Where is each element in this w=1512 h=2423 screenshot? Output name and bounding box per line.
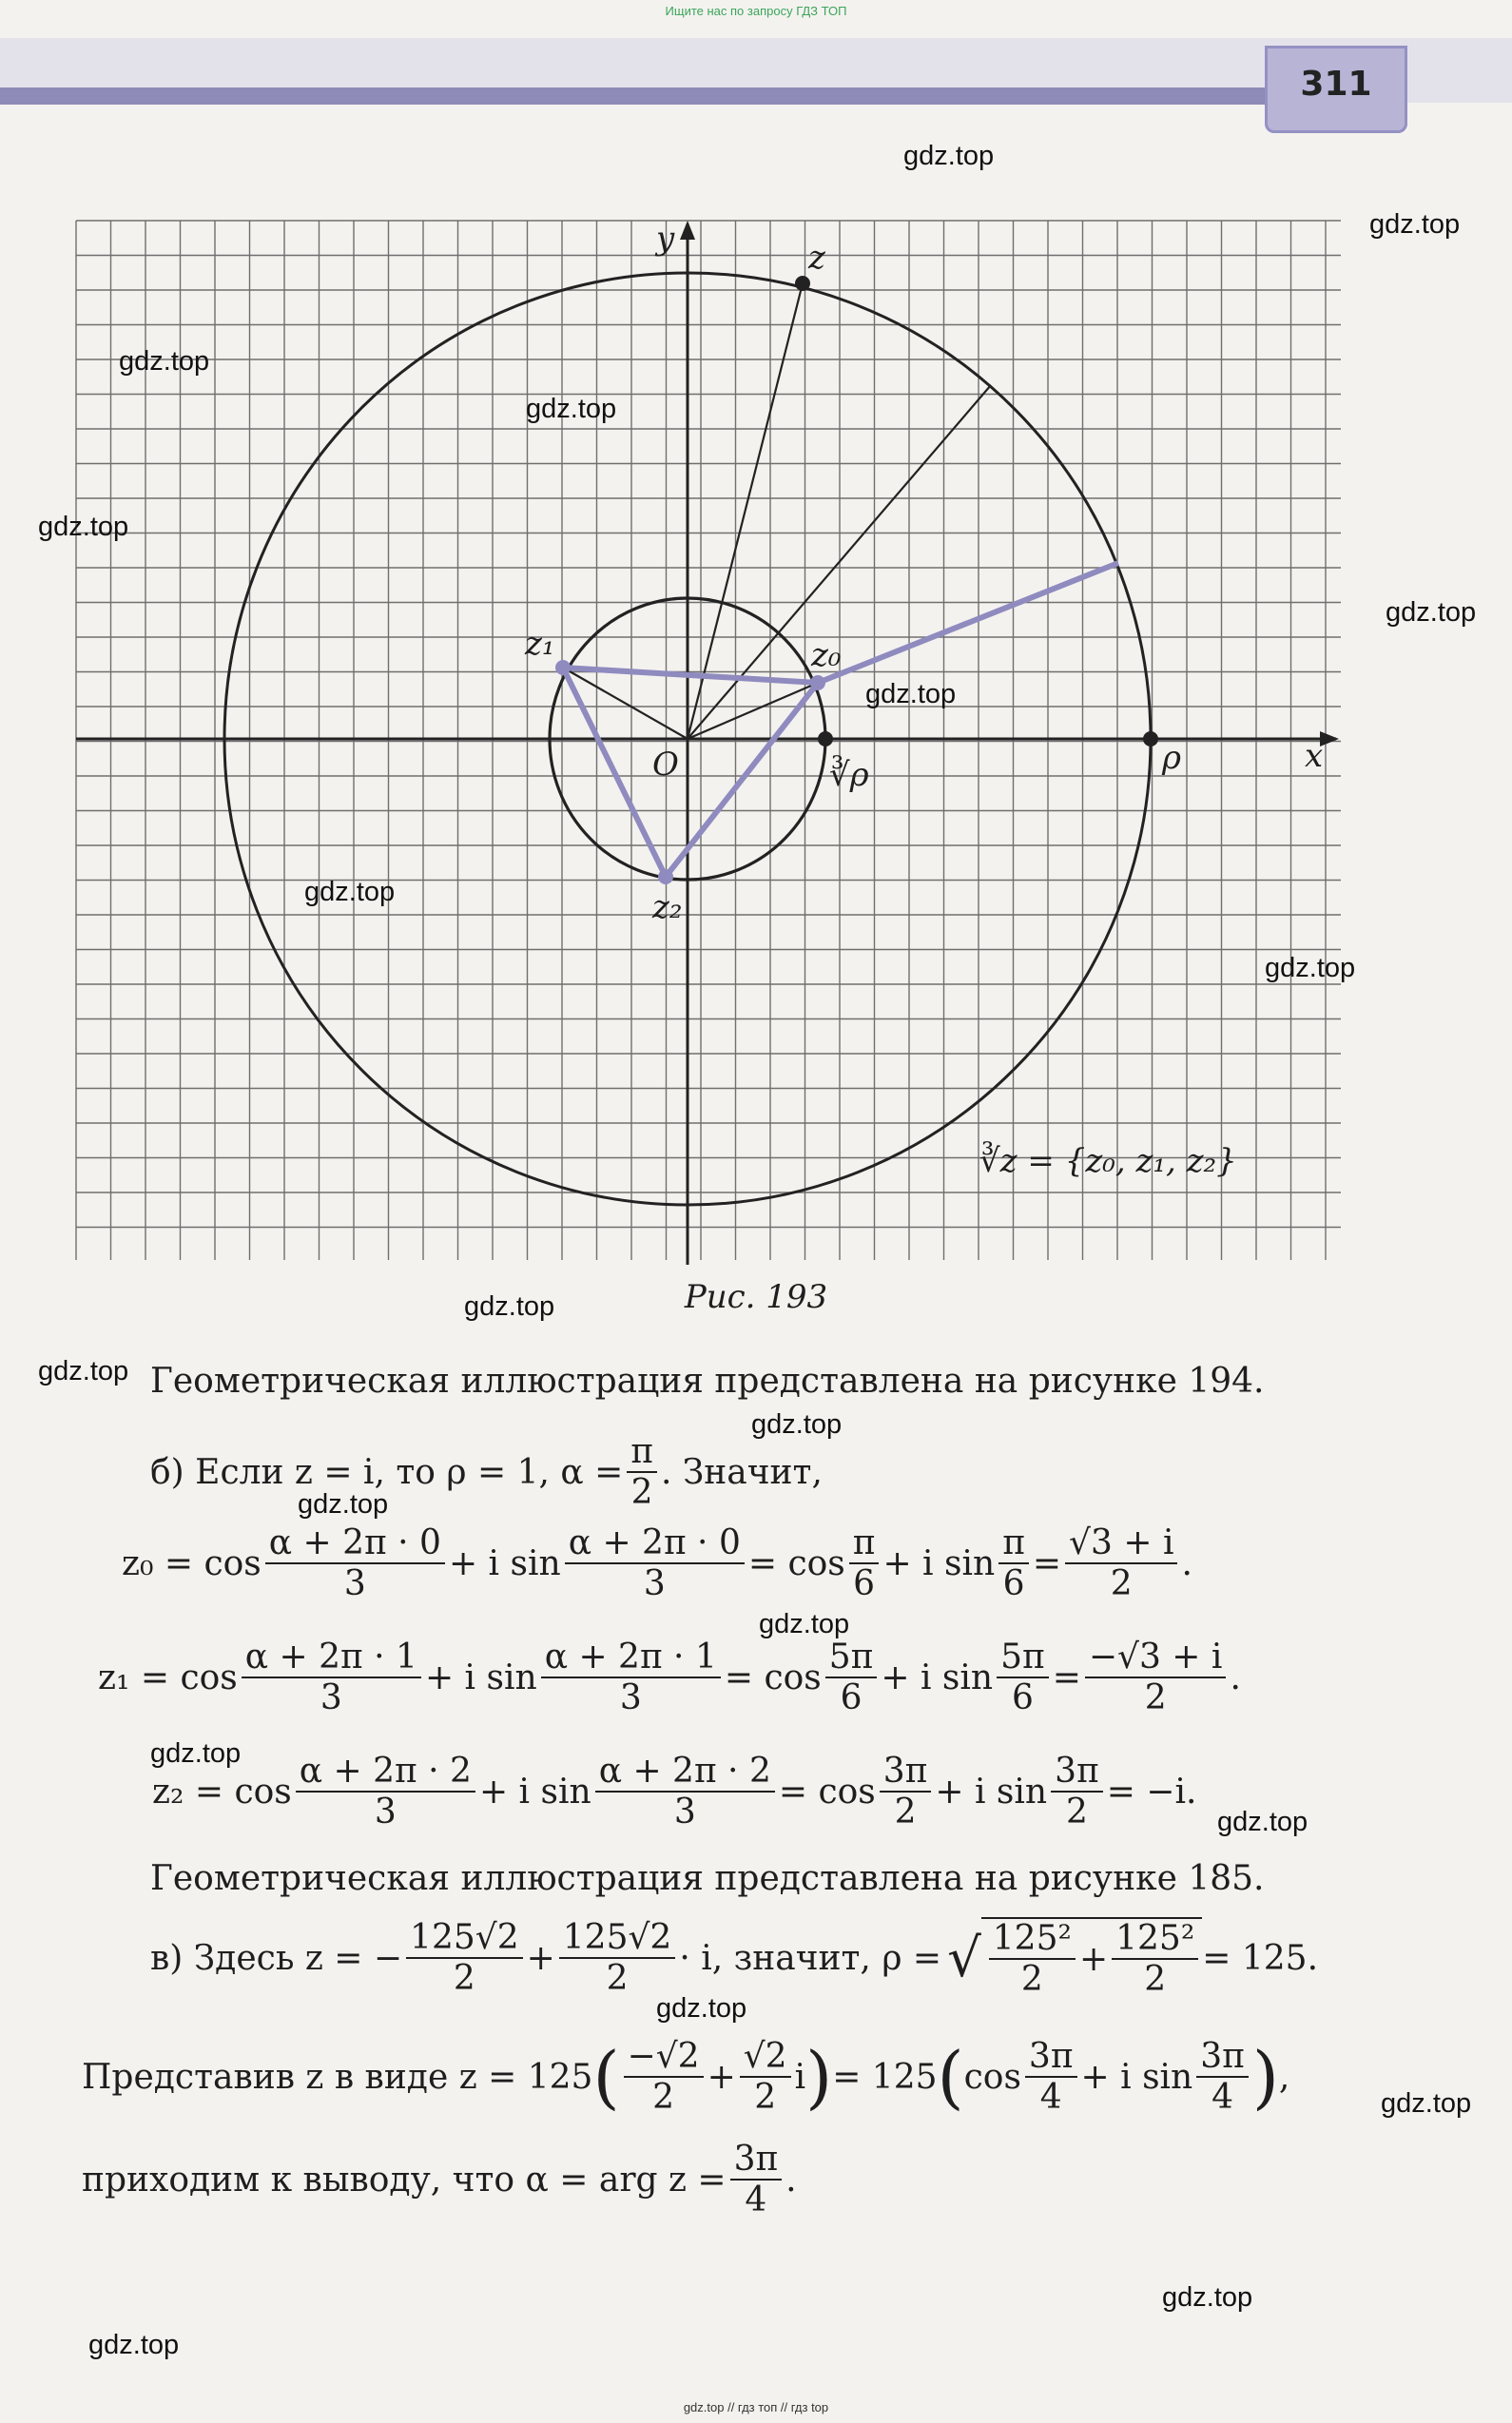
label-z: z [808,239,825,277]
representation: Представив z в виде z = 125 ( $\frac{-√2}{2}$ + $\frac{√2}{2}$ i ) = 125 ( cos $\frac{3\pi}{4}$ + i sin $\frac{3\pi}{4}$ ) , [82,2037,1290,2118]
watermark: gdz.top [38,512,129,542]
watermark: gdz.top [1217,1807,1308,1837]
watermark: gdz.top [865,679,957,709]
triangle-z1-z0 [563,668,818,683]
watermark: gdz.top [38,1356,129,1386]
figure-caption: Рис. 193 [684,1278,828,1316]
ray-z0 [818,563,1118,683]
label-y: y [656,220,675,258]
watermark: gdz.top [903,141,995,171]
page-number: 311 [1300,65,1372,104]
part-b-intro [150,1432,823,1513]
label-cuberoot-rho: ∛ρ [829,756,869,794]
watermark: gdz.top [1265,953,1356,983]
watermark: gdz.top [304,877,396,907]
point-z [795,276,810,291]
top-note: Ищите нас по запросу ГДЗ ТОП [665,4,847,18]
watermark: gdz.top [751,1409,843,1440]
footer: gdz.top // гдз топ // гдз top [683,2400,829,2414]
watermark: gdz.top [150,1738,242,1769]
point-z0 [810,675,825,690]
b-alpha-frac: $\frac{\pi}{2}$ [627,1432,657,1513]
label-rho: ρ [1162,739,1181,777]
text-line-194: Геометрическая иллюстрация представлена на рисунке 194. [150,1362,1265,1401]
watermark: gdz.top [526,394,617,424]
part-v: в) Здесь z = − $\frac{125√2}{2}$ + $\frac{125√2}{2}$ · i, значит, ρ = √ $\frac{\text{125²}}{2}$ + $\frac{\text{125²}}{2}$ = 125. [150,1918,1319,2000]
watermark: gdz.top [759,1609,850,1639]
watermark: gdz.top [1381,2088,1472,2119]
b-intro: б) Если z = i, то ρ = 1, α = [150,1452,624,1492]
watermark: gdz.top [1386,597,1477,628]
watermark: gdz.top [88,2330,180,2360]
point-cuberoot [818,731,833,746]
watermark: gdz.top [1162,2282,1253,2313]
watermark: gdz.top [298,1489,389,1520]
label-x: x [1305,737,1324,775]
y-axis-arrow [680,221,695,240]
b-after: . Значит, [660,1452,823,1492]
watermark: gdz.top [119,346,210,377]
label-set: ∛z = {z₀, z₁, z₂} [979,1142,1237,1180]
watermark: gdz.top [1369,209,1461,240]
text-line-185: Геометрическая иллюстрация представлена на рисунке 185. [150,1859,1265,1898]
z1-formula: z₁ = cos $\frac{\alpha + 2\pi \cdot 1}{3}$ + i sin $\frac{\alpha + 2\pi \cdot 1}{3}$ = cos $\frac{5\pi}{6}$ + i sin $\frac{5\pi}{6}$ = $\frac{-√3 + i}{2}$ . [98,1638,1241,1718]
conclusion: приходим к выводу, что α = arg z = $\frac{3\pi}{4}$ . [82,2140,797,2220]
z2-formula: z₂ = cos $\frac{\alpha + 2\pi \cdot 2}{3}$ + i sin $\frac{\alpha + 2\pi \cdot 2}{3}$ = cos $\frac{3\pi}{2}$ + i sin $\frac{3\pi}{2}$ = −i. [152,1752,1197,1832]
watermark: gdz.top [656,1993,747,2024]
point-z2 [658,869,673,884]
label-origin: O [652,746,679,784]
watermark: gdz.top [464,1291,555,1322]
z0-formula: z₀ = cos $\frac{\alpha + 2\pi \cdot 0}{3}$ + i sin $\frac{\alpha + 2\pi \cdot 0}{3}$ = cos $\frac{\pi}{6}$ + i sin $\frac{\pi}{6}$ = $\frac{√3 + i}{2}$ . [122,1523,1192,1604]
label-z0: z₀ [811,636,842,674]
point-z1 [555,660,571,675]
label-z1: z₁ [525,625,555,663]
label-z2: z₂ [652,888,683,926]
point-rho [1143,731,1158,746]
